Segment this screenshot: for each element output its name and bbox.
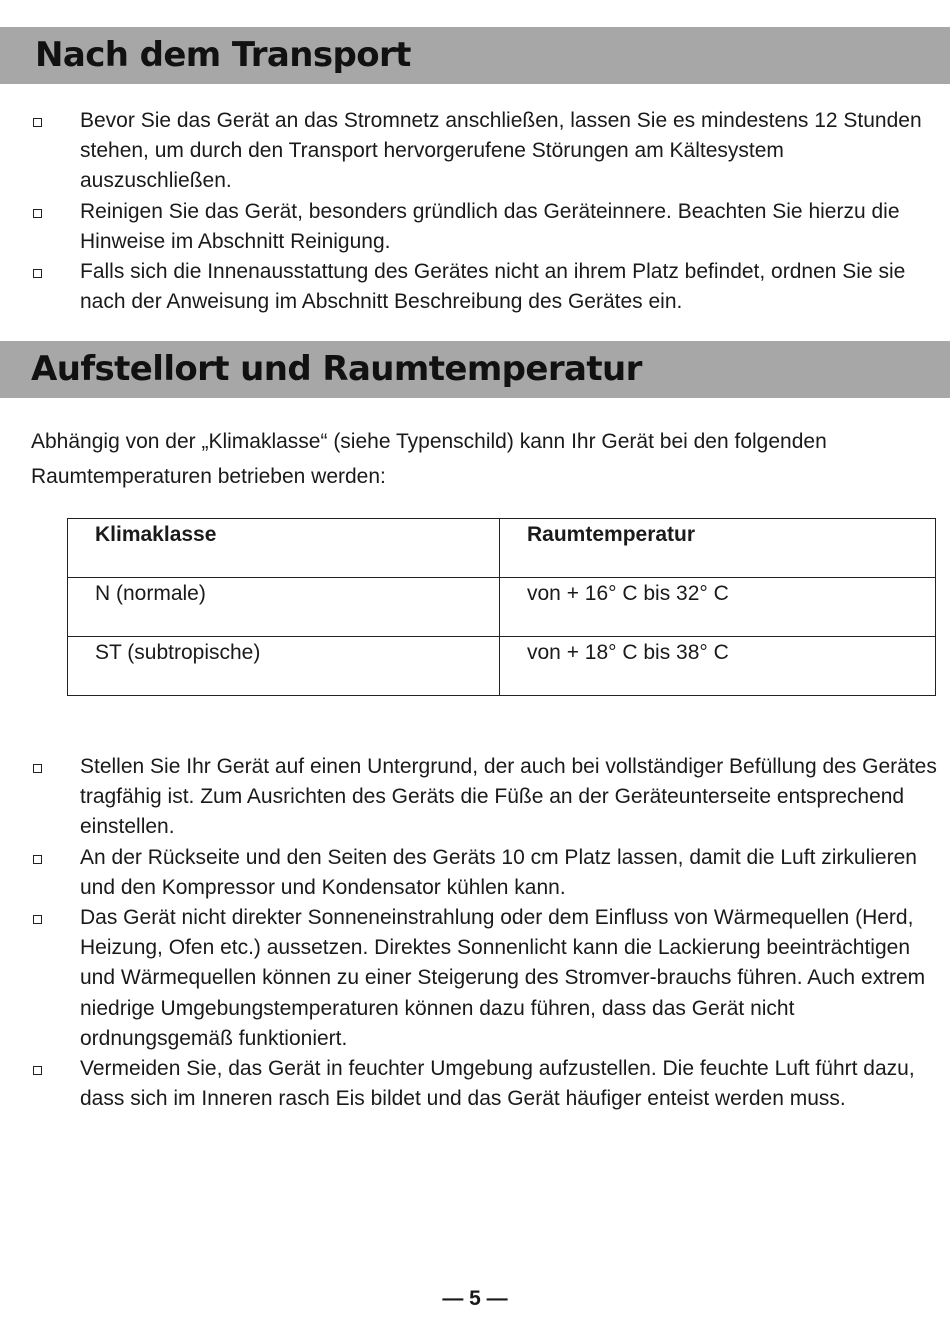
checkbox-bullet-icon: [33, 269, 42, 278]
transport-bullet-list: [0, 106, 950, 317]
checkbox-bullet-icon: [33, 1066, 42, 1075]
checkbox-bullet-icon: [33, 209, 42, 218]
table-cell: ST (subtropische): [68, 637, 500, 696]
table-header-cell: Klimaklasse: [68, 519, 500, 578]
list-item: Bevor Sie das Gerät an das Stromnetz anschließen, lassen Sie es mindestens 12 Stunden stehen, um durch den Transport hervorgerufene Störungen am Kältesystem auszuschließen.: [0, 106, 940, 197]
list-item: Das Gerät nicht direkter Sonneneinstrahlung oder dem Einfluss von Wärmequellen (Herd, Heizung, Ofen etc.) aussetzen. Direktes Sonnenlicht kann die Lackierung beeinträchtigen und Wärmequellen können zu einer Steigerung des Stromver-brauchs führen. Auch extrem niedrige Umgebungstemperaturen können dazu führen, dass das Gerät nicht ordnungsgemäß funktioniert.: [0, 903, 940, 1054]
section-heading-transport: [0, 27, 950, 84]
checkbox-bullet-icon: [33, 915, 42, 924]
aufstellort-bullet-list: [0, 752, 950, 1114]
checkbox-bullet-icon: [33, 118, 42, 127]
section-heading-aufstellort: [0, 341, 950, 398]
table-cell: von + 18° C bis 38° C: [500, 637, 936, 696]
page-number: — 5 —: [442, 1287, 508, 1310]
checkbox-bullet-icon: [33, 855, 42, 864]
section-title: Nach dem Transport: [35, 35, 411, 75]
list-item: Stellen Sie Ihr Gerät auf einen Untergrund, der auch bei vollständiger Befüllung des Gerätes tragfähig ist. Zum Ausrichten des Geräts die Füße an der Geräteunterseite entsprechend einstellen.: [0, 752, 940, 843]
list-item: Vermeiden Sie, das Gerät in feuchter Umgebung aufzustellen. Die feuchte Luft führt dazu, dass sich im Inneren rasch Eis bildet und das Gerät häufiger enteist werden muss.: [0, 1054, 940, 1114]
table-cell: N (normale): [68, 578, 500, 637]
intro-paragraph: Abhängig von der „Klimaklasse“ (siehe Typenschild) kann Ihr Gerät bei den folgenden Raumtemperaturen betrieben werden:: [31, 430, 827, 488]
checkbox-bullet-icon: [33, 764, 42, 773]
table-row: [68, 578, 936, 637]
table-cell: von + 16° C bis 32° C: [500, 578, 936, 637]
table-row: [68, 637, 936, 696]
climate-class-table: [67, 518, 936, 696]
list-item: Reinigen Sie das Gerät, besonders gründlich das Geräteinnere. Beachten Sie hierzu die Hinweise im Abschnitt Reinigung.: [0, 197, 940, 257]
list-item: Falls sich die Innenausstattung des Gerätes nicht an ihrem Platz befindet, ordnen Sie sie nach der Anweisung im Abschnitt Beschreibung des Gerätes ein.: [0, 257, 940, 317]
section-title: Aufstellort und Raumtemperatur: [31, 349, 642, 389]
table-header-cell: Raumtemperatur: [500, 519, 936, 578]
table-header-row: [68, 519, 936, 578]
list-item: An der Rückseite und den Seiten des Geräts 10 cm Platz lassen, damit die Luft zirkulieren und den Kompressor und Kondensator kühlen kann.: [0, 843, 940, 903]
